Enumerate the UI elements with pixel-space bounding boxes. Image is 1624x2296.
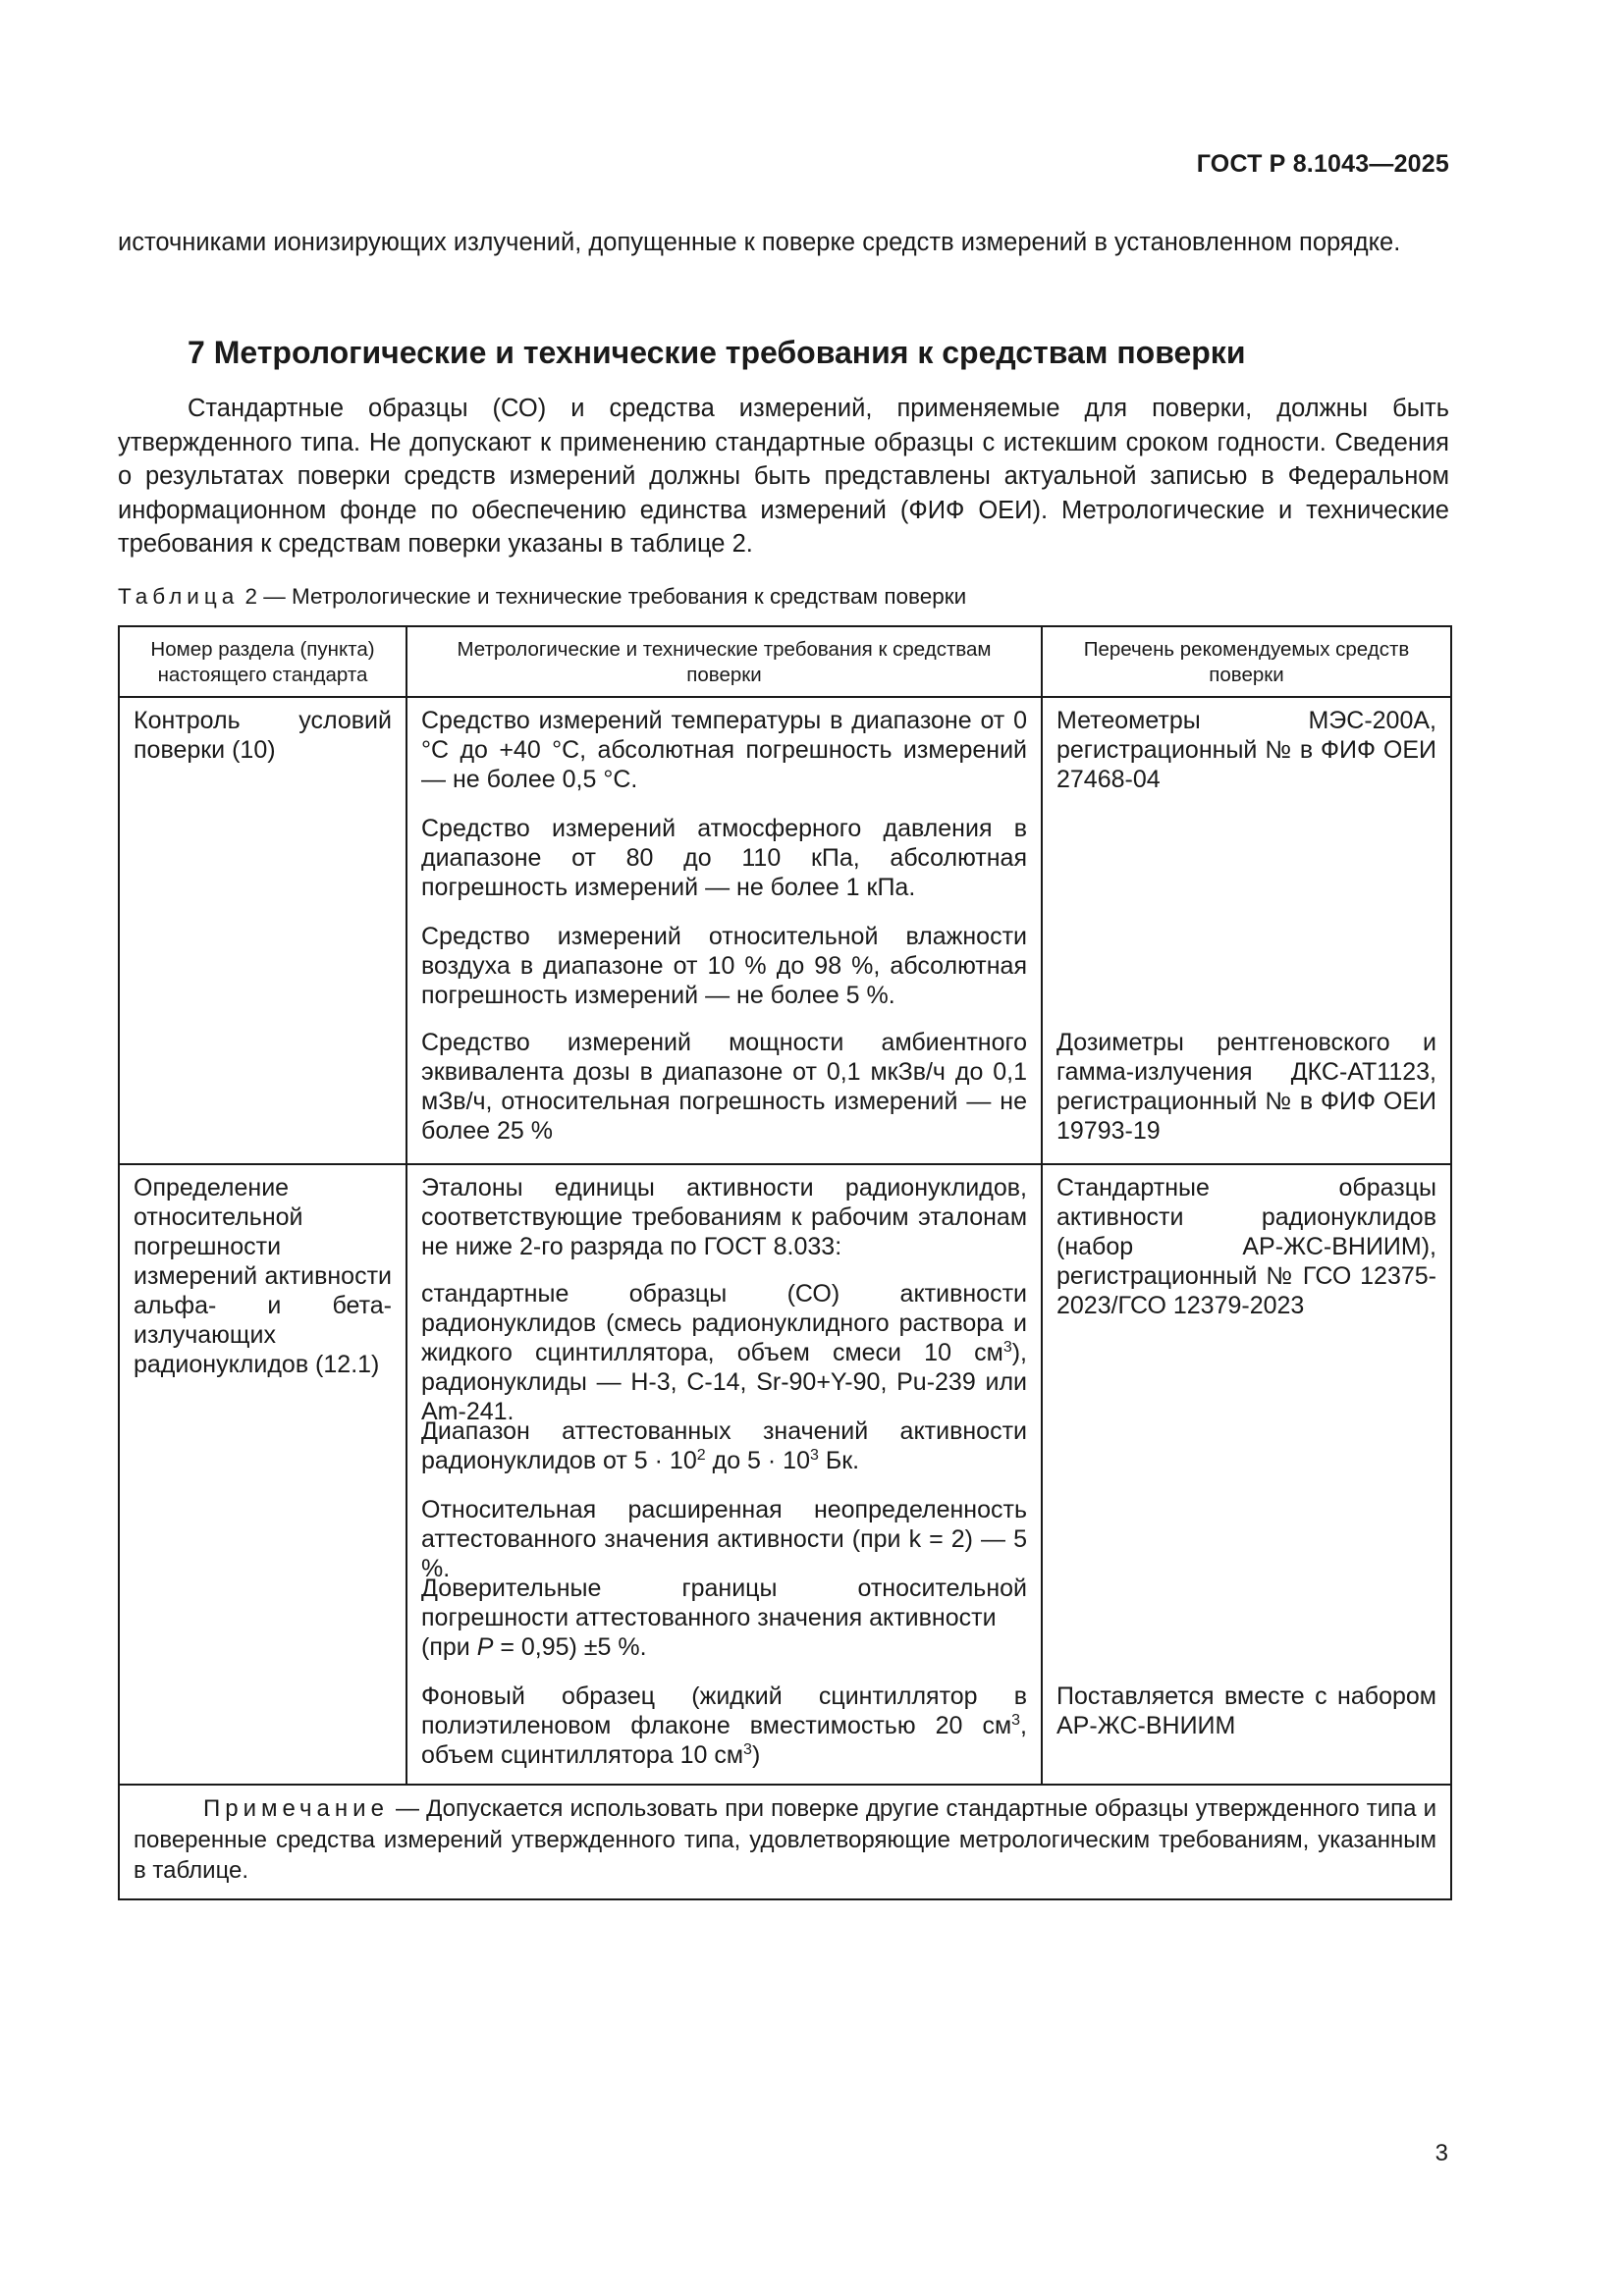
requirement-text: Эталоны единицы активности радионуклидов, соответствующие требованиям к рабочим эталонам не ниже 2-го разряда по ГОСТ 8.033: (421, 1174, 1027, 1260)
superscript: 2 (696, 1447, 706, 1464)
superscript: 3 (1002, 1339, 1012, 1356)
table-note-row (119, 1785, 1451, 1899)
table-caption-text: 2 — Метрологические и технические требования к средствам поверки (244, 584, 967, 609)
table-row (119, 697, 1451, 1164)
row-section-cell: Контроль условий поверки (10) (119, 697, 406, 1164)
requirement-text: Средство измерений мощности амбиентного эквивалента дозы в диапазоне от 0,1 мкЗв/ч до 0,1 мЗв/ч, относительная погрешность измерений — не более 25 % (421, 1029, 1027, 1145)
requirements-table (118, 625, 1452, 1900)
row-requirements-cell (406, 1164, 1042, 1785)
table-row (119, 1164, 1451, 1785)
header-recommended-tools: Перечень рекомендуемых средств поверки (1042, 626, 1451, 697)
table-caption-label: Таблица (118, 584, 240, 609)
section-title: Метрологические и технические требования к средствам поверки (213, 335, 1246, 370)
requirement-text: Средство измерений атмосферного давления в диапазоне от 80 до 110 кПа, абсолютная погрешность измерений — не более 1 кПа. (421, 815, 1027, 901)
section-intro-paragraph: Стандартные образцы (СО) и средства измерений, применяемые для поверки, должны быть утвержденного типа. Не допускают к применению стандартные образцы с истекшим сроком годности. Сведения о результатах поверки средств измерений должны быть представлены актуальной записью в Федеральном информационном фонде по обеспечению единства измерений (ФИФ ОЕИ). Метрологические и технические требования к средствам поверки указаны в таблице 2. (118, 395, 1449, 558)
header-section-number: Номер раздела (пункта) настоящего стандарта (119, 626, 406, 697)
recommended-item: Стандартные образцы активности радионуклидов (набор АР-ЖС-ВНИИМ), регистрационный № ГСО 12375-2023/ГСО 12379-2023 (1056, 1174, 1436, 1319)
requirement-text: стандартные образцы (СО) активности радионуклидов (смесь радионуклидного раствора и жидкого сцинтиллятора, объем смеси 10 $см^3$), радионуклиды — H-3, C-14, Sr-90+Y-90, Pu-239 или Am-241. (421, 1280, 1027, 1425)
row-requirements-cell (406, 697, 1042, 1164)
table-header-row (119, 626, 1451, 697)
requirement-text: Фоновый образец (жидкий сцинтиллятор в полиэтиленовом флаконе вместимостью 20 $см^3$, объем сцинтиллятора 10 $см^3$) (421, 1682, 1027, 1769)
header-requirements: Метрологические и технические требования к средствам поверки (406, 626, 1042, 697)
recommended-item: Метеометры МЭС-200А, регистрационный № в ФИФ ОЕИ 27468-04 (1056, 707, 1436, 793)
superscript: 3 (1011, 1712, 1021, 1729)
requirement-text: Доверительные границы относительной погрешности аттестованного значения активности (при P = 0,95) ±5 %. (421, 1575, 1027, 1661)
section-number: 7 (188, 335, 205, 370)
continuation-paragraph: источниками ионизирующих излучений, допущенные к поверке средств измерений в установленном порядке. (118, 229, 1401, 256)
row-section-cell: Определение относительной погрешности измерений активности альфа- и бета-излучающих радионуклидов (12.1) (119, 1164, 406, 1785)
note-text: — Допускается использовать при поверке другие стандартные образцы утвержденного типа и поверенные средства измерений утвержденного типа, удовлетворяющие метрологическим требованиям, указанным в таблице. (134, 1795, 1436, 1884)
row-recommended-cell (1042, 1164, 1451, 1785)
section-heading (188, 335, 1245, 371)
requirement-text: Средство измерений температуры в диапазоне от 0 °С до +40 °С, абсолютная погрешность измерений — не более 0,5 °С. (421, 707, 1027, 793)
requirement-text: Средство измерений относительной влажности воздуха в диапазоне от 10 % до 98 %, абсолютная погрешность измерений — не более 5 %. (421, 923, 1027, 1009)
note-label: Примечание (203, 1795, 389, 1822)
superscript: 3 (743, 1741, 752, 1758)
requirement-text: Диапазон аттестованных значений активности радионуклидов от $5 \cdot 10^2$ до $5 \cdot 10^3$ Бк. (421, 1417, 1027, 1474)
table-caption (118, 584, 966, 610)
recommended-item: Дозиметры рентгеновского и гамма-излучения ДКС-АТ1123, регистрационный № в ФИФ ОЕИ 19793-19 (1056, 1029, 1436, 1145)
document-code: ГОСТ Р 8.1043—2025 (1196, 150, 1449, 178)
table-note (119, 1785, 1451, 1899)
page-number: 3 (1435, 2140, 1448, 2166)
recommended-item: Поставляется вместе с набором АР-ЖС-ВНИИМ (1056, 1682, 1436, 1739)
row-recommended-cell (1042, 697, 1451, 1164)
superscript: 3 (809, 1447, 819, 1464)
requirement-text: Относительная расширенная неопределенность аттестованного значения активности (при k = 2) — 5 %. (421, 1496, 1027, 1582)
